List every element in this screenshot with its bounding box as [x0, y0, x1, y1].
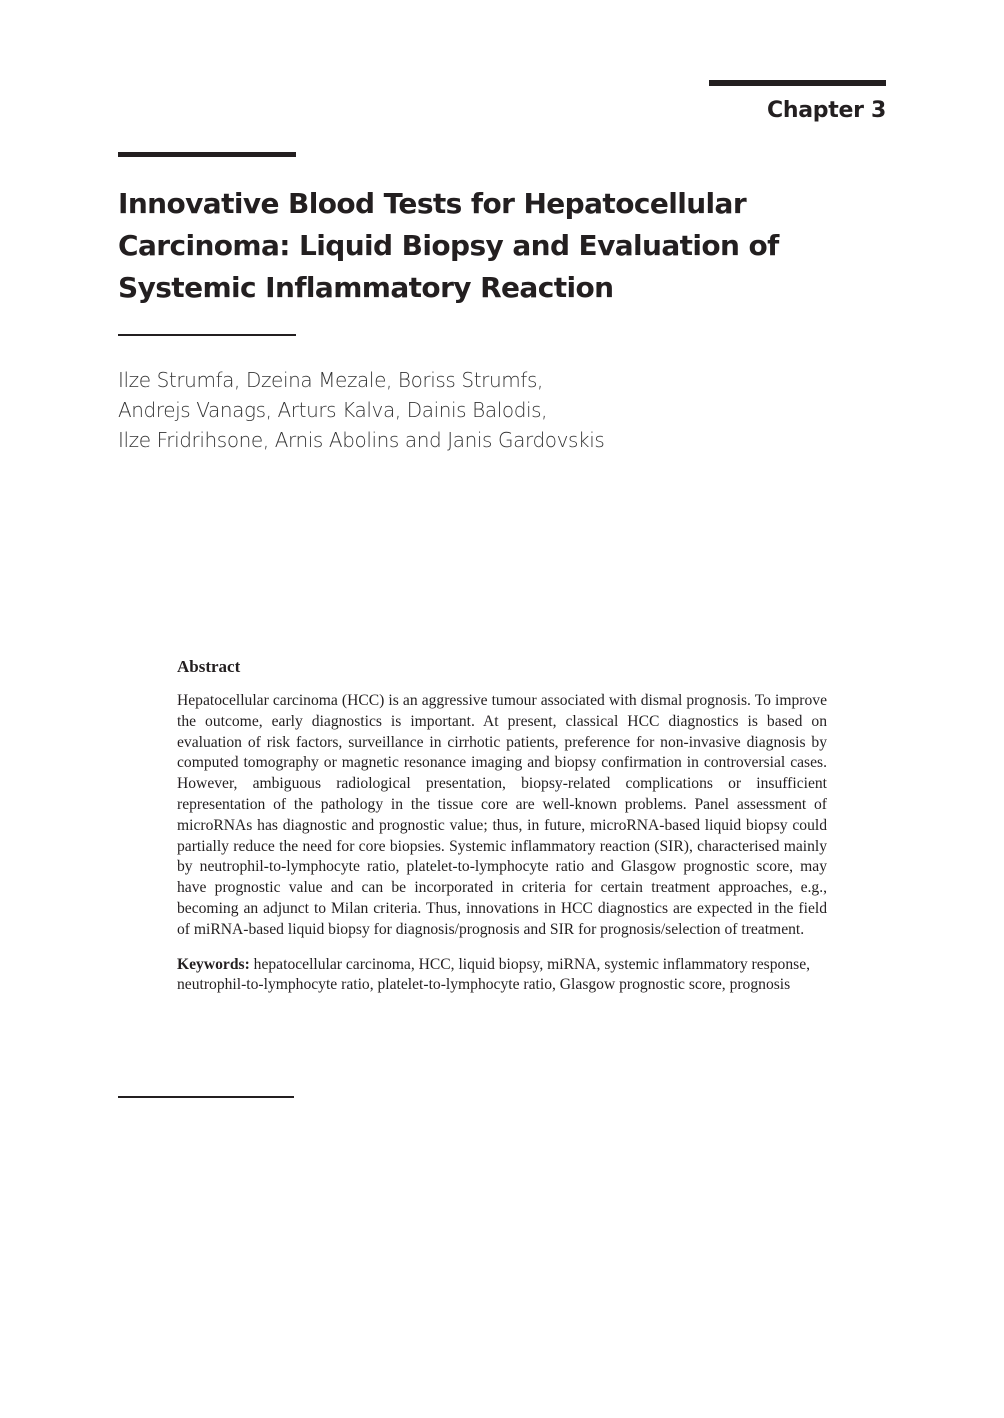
- author-list: [118, 365, 878, 455]
- chapter-title: Innovative Blood Tests for Hepatocellular Carcinoma: Liquid Biopsy and Evaluation of Systemic Inflammatory Reaction: [118, 187, 779, 304]
- abstract-heading: Abstract: [177, 657, 241, 676]
- author-line: Ilze Strumfa, Dzeina Mezale, Boriss Strumfs,: [118, 368, 543, 392]
- keywords: [177, 955, 827, 997]
- title-bottom-rule: [118, 334, 296, 336]
- author-line: Ilze Fridrihsone, Arnis Abolins and Janis Gardovskis: [118, 428, 605, 452]
- keywords-text: hepatocellular carcinoma, HCC, liquid biopsy, miRNA, systemic inflammatory response, neutrophil-to-lymphocyte ratio, platelet-to-lymphocyte ratio, Glasgow prognostic score, prognosis: [177, 955, 811, 994]
- keywords-label: Keywords:: [177, 955, 250, 973]
- author-line: Andrejs Vanags, Arturs Kalva, Dainis Balodis,: [118, 398, 548, 422]
- title-top-rule: [118, 152, 296, 157]
- chapter-label: Chapter 3: [767, 98, 886, 123]
- abstract-body: Hepatocellular carcinoma (HCC) is an aggressive tumour associated with dismal prognosis. To improve the outcome, early diagnostics is important. At present, classical HCC diagnostics is based on evaluation of risk factors, surveillance in cirrhotic patients, preference for non-invasive diagnosis by computed tomography or magnetic resonance imaging and biopsy confirmation in controversial cases. However, ambiguous radiological presentation, biopsy-related complications or insufficient representation of the pathology in the tissue core are well-known problems. Panel assessment of microRNAs has diagnostic and prognostic value; thus, in future, microRNA-based liquid biopsy could partially reduce the need for core biopsies. Systemic inflammatory reaction (SIR), characterised mainly by neutrophil-to-lymphocyte ratio, platelet-to-lymphocyte ratio and Glasgow prognostic score, may have prognostic value and can be incorporated in criteria for certain treatment approaches, e.g., becoming an adjunct to Milan criteria. Thus, innovations in HCC diagnostics are expected in the field of miRNA-based liquid biopsy for diagnosis/prognosis and SIR for prognosis/selection of treatment.: [177, 692, 827, 938]
- abstract-section: [177, 657, 827, 996]
- abstract-bottom-rule: [118, 1096, 294, 1098]
- chapter-rule: [709, 80, 886, 86]
